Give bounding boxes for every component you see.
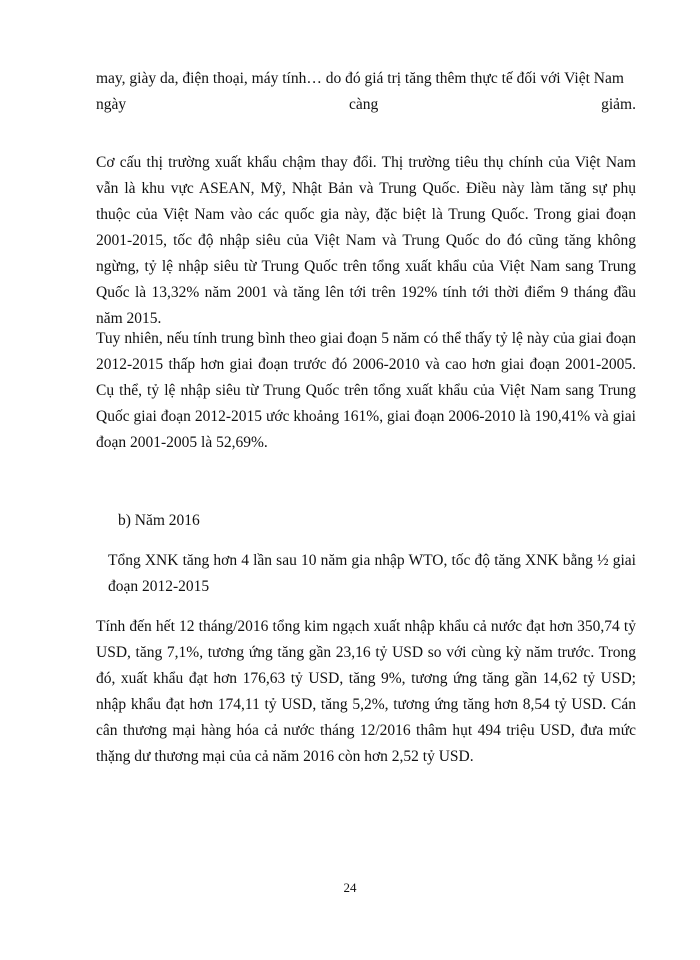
word: giảm. — [601, 96, 636, 113]
paragraph-trade-deficit-ratio — [96, 326, 636, 456]
word: càng — [349, 96, 379, 113]
paragraph-continuation — [96, 66, 636, 118]
word: ngày — [96, 96, 127, 113]
paragraph-text: Cơ cấu thị trường xuất khẩu chậm thay đổi. Thị trường tiêu thụ chính của Việt Nam vẫn là khu vực ASEAN, Mỹ, Nhật Bản và Trung Quốc. Điều này làm tăng sự phụ thuộc của Việt Nam vào các quốc gia này, đặc biệt là Trung Quốc. Trong giai đoạn 2001-2015, tốc độ nhập siêu của Việt Nam và Trung Quốc do đó cũng tăng không ngừng, tỷ lệ nhập siêu từ Trung Quốc trên tổng xuất khẩu của Việt Nam sang Trung Quốc là 13,32% năm 2001 và tăng lên tới trên 192% tính tới thời điểm 9 tháng đầu năm 2015. — [96, 154, 636, 327]
paragraph-summary — [108, 548, 636, 600]
section-heading: b) Năm 2016 — [118, 512, 200, 529]
paragraph-justified-line — [96, 92, 636, 118]
paragraph-line: may, giày da, điện thoại, máy tính… do đó giá trị tăng thêm thực tế đối với Việt Nam — [96, 70, 624, 87]
paragraph-text: Tính đến hết 12 tháng/2016 tổng kim ngạch xuất nhập khẩu cả nước đạt hơn 350,74 tỷ USD, tăng 7,1%, tương ứng tăng gần 23,16 tỷ USD so với cùng kỳ năm trước. Trong đó, xuất khẩu đạt hơn 176,63 tỷ USD, tăng 9%, tương ứng tăng gần 14,62 tỷ USD; nhập khẩu đạt hơn 174,11 tỷ USD, tăng 5,2%, tương ứng tăng hơn 8,54 tỷ USD. Cán cân thương mại hàng hóa cả nước tháng 12/2016 thâm hụt 494 triệu USD, đưa mức thặng dư thương mại của cả năm 2016 còn hơn 2,52 tỷ USD. — [96, 618, 636, 765]
paragraph-text: Tổng XNK tăng hơn 4 lần sau 10 năm gia nhập WTO, tốc độ tăng XNK bằng ½ giai đoạn 2012-2015 — [108, 552, 636, 595]
paragraph-export-market — [96, 150, 636, 332]
paragraph-2016-trade — [96, 614, 636, 770]
paragraph-text: Tuy nhiên, nếu tính trung bình theo giai đoạn 5 năm có thể thấy tỷ lệ này của giai đoạn 2012-2015 thấp hơn giai đoạn trước đó 2006-2010 và cao hơn giai đoạn 2001-2005. Cụ thể, tỷ lệ nhập siêu từ Trung Quốc trên tổng xuất khẩu của Việt Nam sang Trung Quốc giai đoạn 2012-2015 ước khoảng 161%, giai đoạn 2006-2010 là 190,41% và giai đoạn 2001-2005 là 52,69%. — [96, 330, 636, 451]
page-number: 24 — [343, 880, 357, 895]
